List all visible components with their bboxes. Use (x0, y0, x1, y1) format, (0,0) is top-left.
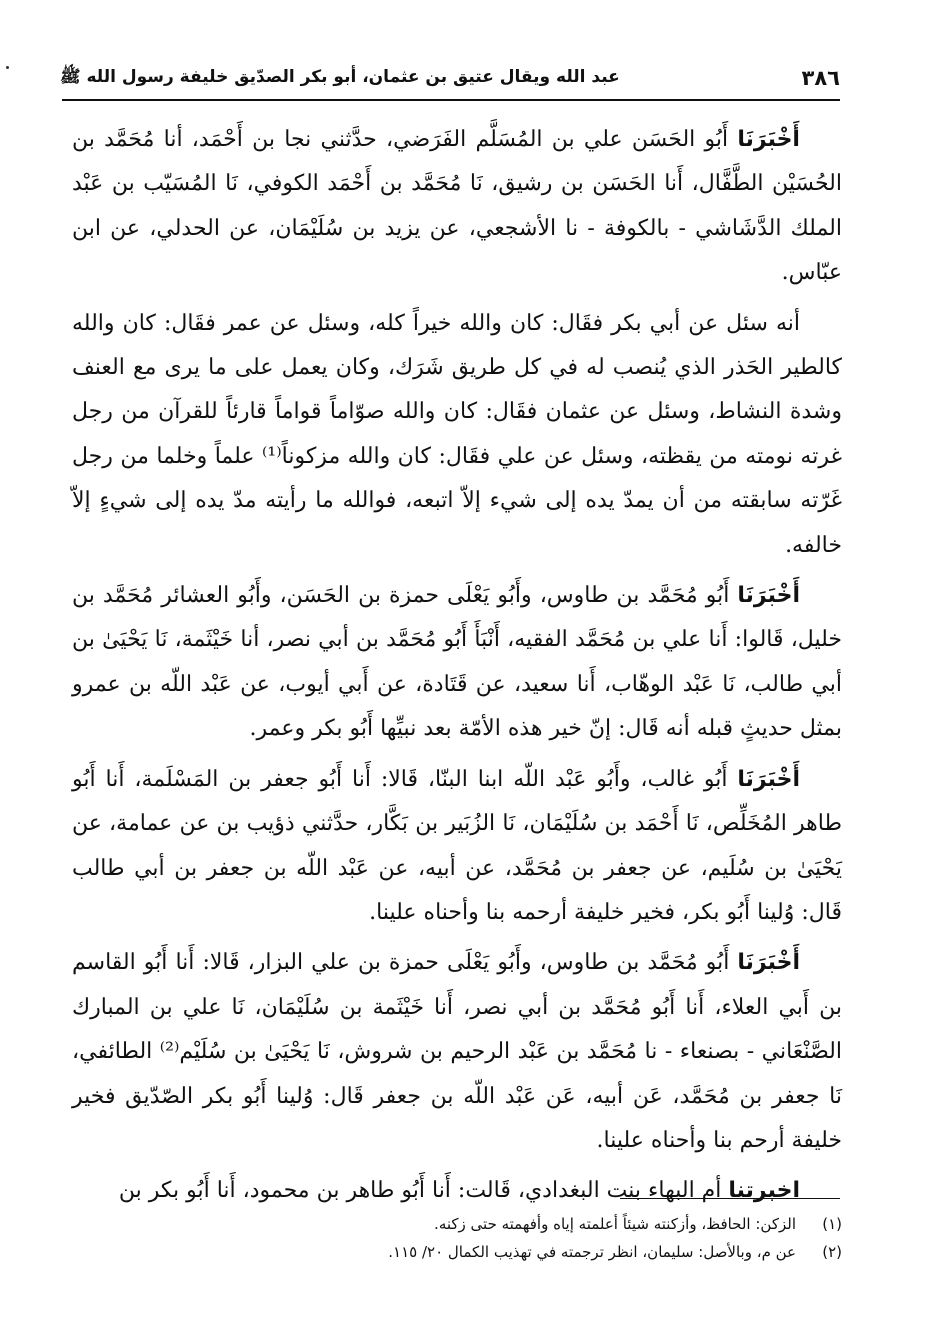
footnote-text: الزكن: الحافظ، وأزكنته شيئاً أعلمته إياه وأفهمته حتى زكنه. (434, 1215, 796, 1233)
paragraph-text: أَبُو مُحَمَّد بن طاوس، وأَبُو يَعْلَى حمزة بن علي البزار، قَالا: أَنا أَبُو القاسم بن أَبي العلاء، أَنا أَبُو مُحَمَّد بن أبي نصر، أَنا خَيْثَمة بن سُلَيْمَان، نَا علي بن المبارك الصَّنْعَاني - بصنعاء - نا مُحَمَّد بن عَبْد الرحيم بن شروش، نَا يَحْيَىٰ بن سُلَيْم⁽²⁾ الطائفي، نَا جعفر بن مُحَمَّد، عَن أبيه، عَن عَبْد اللّه بن جعفر قَال: وُلينا أَبُو بكر الصّدّيق فخير خليفة أرحم بنا وأحناه علينا. (72, 950, 842, 1153)
footnote-number: (١) (822, 1215, 842, 1233)
paragraph-lead: أَخْبَرَنَا (737, 583, 800, 609)
running-title: عبد الله ويقال عتيق بن عثمان، أبو بكر الصدّيق خليفة رسول الله ﷺ (60, 66, 620, 87)
paragraph-text: أَبُو الحَسَن علي بن المُسَلَّم الفَرَضي، حدَّثني نجا بن أَحْمَد، أنا مُحَمَّد بن الحُسَيْن الطَّفَّال، أَنا الحَسَن بن رشيق، نَا مُحَمَّد بن أَحْمَد الكوفي، نَا المُسَيّب بن عَبْد الملك الدَّشَاشي - بالكوفة - نا الأشجعي، عن يزيد بن سُلَيْمَان، عن الحدلي، عن ابن عبّاس. (72, 127, 842, 286)
scan-speck (6, 66, 9, 69)
paragraph-3 (72, 574, 842, 752)
footnotes (72, 1210, 842, 1266)
paragraph-lead: أَخْبَرَنَا (737, 127, 800, 152)
header-rule (62, 99, 840, 101)
main-text (72, 118, 842, 1220)
paragraph-2 (72, 302, 842, 568)
footnote-number: (٢) (822, 1243, 842, 1261)
paragraph-lead: اخبرتنا (728, 1178, 800, 1204)
paragraph-4 (72, 758, 842, 936)
paragraph-text: أَبُو غالب، وأَبُو عَبْد اللّه ابنا البنّا، قَالا: أَنا أَبُو جعفر بن المَسْلَمة، أَنا أَبُو طاهر المُخَلِّص، نَا أَحْمَد بن سُلَيْمَان، نَا الزُبَير بن بَكَّار، حدَّثني ذؤيب بن عن عمامة، عن يَحْيَىٰ بن سُلَيم، عن جعفر بن مُحَمَّد، عن أبيه، عن عَبْد اللّه بن جعفر بن أبي طالب قَال: وُلينا أَبُو بكر، فخير خليفة أرحمه بنا وأحناه علينا. (72, 766, 842, 925)
paragraph-lead: أَخْبَرَنَا (737, 766, 800, 792)
footnote (72, 1210, 842, 1238)
paragraph-text: أم البهاء بنت البغدادي، قَالت: أَنا أَبُو طاهر بن محمود، أَنا أَبُو بكر بن (118, 1178, 722, 1204)
page-number: ٣٨٦ (801, 66, 840, 90)
paragraph-text: أنه سئل عن أبي بكر فقَال: كان والله خيراً كله، وسئل عن عمر فقَال: كان والله كالطير الحَذر الذي يُنصب له في كل طريق شَرَك، وكان يعمل على ما يرى مع العنف وشدة النشاط، وسئل عن عثمان فقَال: كان والله صوّاماً قواماً قارئاً للقرآن من رجل غرته نومته من يقظته، وسئل عن علي فقَال: كان والله مزكوناً⁽¹⁾ علماً وخلما من رجل غَرّته سابقته من أن يمدّ يده إلى شيء إلاّ اتبعه، فوالله ما رأيته مدّ يده إلى شيءٍ إلاّ خالفه. (72, 310, 842, 558)
footnote (72, 1238, 842, 1266)
paragraph-text: أَبُو مُحَمَّد بن طاوس، وأَبُو يَعْلَى حمزة بن الحَسَن، وأَبُو العشائر مُحَمَّد بن خليل، قَالوا: أَنا علي بن مُحَمَّد الفقيه، أَنْبَأَ أَبُو مُحَمَّد بن أبي نصر، أنا خَيْثَمة، نَا يَحْيَىٰ بن أبي طالب، نَا عَبْد الوهّاب، أَنا سعيد، عن قَتَادة، عن أَبي أيوب، عن عَبْد اللّه بن عمرو بمثل حديثٍ قبله أنه قَال: إنّ خير هذه الأمّة بعد نبيِّها أَبُو بكر وعمر. (72, 583, 842, 742)
paragraph-1 (72, 118, 842, 296)
paragraph-lead: أَخْبَرَنَا (737, 950, 800, 976)
page-header (60, 58, 840, 98)
paragraph-5 (72, 941, 842, 1163)
footnote-text: عن م، وبالأصل: سليمان، انظر ترجمته في تهذيب الكمال ٢٠/ ١١٥. (388, 1243, 796, 1261)
footnote-rule (620, 1198, 840, 1199)
paragraph-6 (72, 1169, 842, 1213)
